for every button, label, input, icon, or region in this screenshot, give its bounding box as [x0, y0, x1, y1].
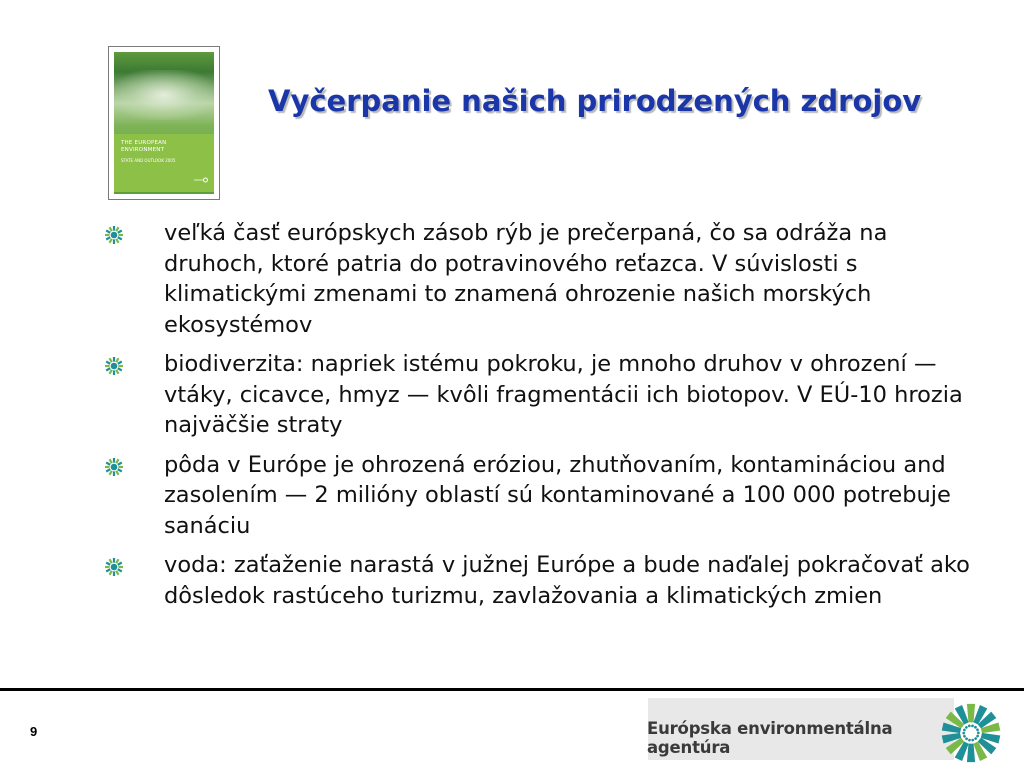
eea-sun-icon — [104, 356, 124, 376]
slide-title: Vyčerpanie našich prirodzených zdrojov — [268, 84, 922, 118]
bullet-text: pôda v Európe je ohrozená eróziou, zhutňovaním, kontamináciou and zasolením — 2 milióny oblastí sú kontaminované a 100 000 potrebuje sanáciu — [164, 451, 951, 539]
eea-sun-icon — [104, 225, 124, 245]
list-item — [104, 218, 994, 340]
list-item — [104, 450, 994, 542]
agency-name: Európska environmentálna agentúra — [647, 719, 893, 757]
list-item — [104, 550, 994, 611]
eea-sun-icon — [104, 457, 124, 477]
list-item — [104, 349, 994, 441]
bullet-list — [104, 218, 994, 620]
cover-subtitle: STATE AND OUTLOOK 2005 — [121, 158, 176, 163]
footer-divider — [0, 688, 1024, 691]
cover-title: THE EUROPEAN ENVIRONMENT — [121, 140, 167, 153]
bullet-text: veľká časť európskych zásob rýb je prečerpaná, čo sa odráža na druhoch, ktoré patria do potravinového reťazca. V súvislosti s klimatickými zmenami to znamená ohrozenie našich morských ekosystémov — [164, 220, 888, 338]
eea-logo-icon — [938, 700, 1004, 766]
report-cover-image — [108, 46, 220, 200]
cover-eea-icon — [194, 176, 208, 184]
bullet-text: biodiverzita: napriek istému pokroku, je mnoho druhov v ohrození — vtáky, cicavce, hmyz — kvôli fragmentácii ich biotopov. V EÚ-10 hrozia najväčšie straty — [164, 351, 963, 438]
bullet-text: voda: zaťaženie narastá v južnej Európe a bude naďalej pokračovať ako dôsledok rastúceho turizmu, zavlažovania a klimatických zmien — [164, 552, 970, 609]
cover-artwork — [114, 52, 214, 194]
eea-sun-icon — [104, 557, 124, 577]
page-number: 9 — [30, 724, 38, 739]
